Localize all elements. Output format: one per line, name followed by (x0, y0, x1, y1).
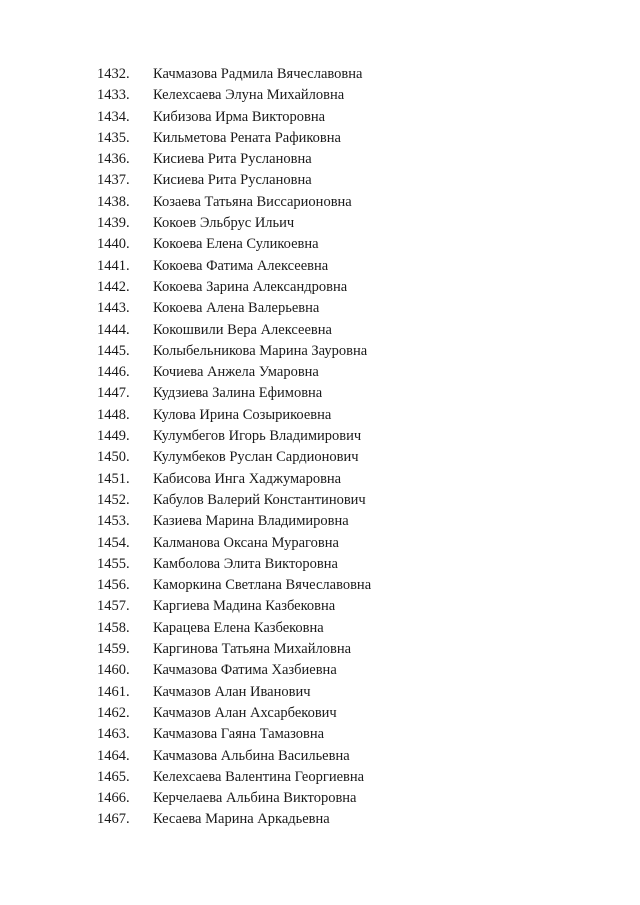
entry-number: 1441. (97, 257, 130, 274)
list-item (0, 767, 640, 788)
list-item (0, 746, 640, 767)
entry-number: 1435. (97, 129, 130, 146)
entry-number: 1443. (97, 300, 130, 317)
entry-name: Кисиева Рита Руслановна (153, 172, 312, 189)
list-item (0, 447, 640, 468)
entry-number: 1458. (97, 619, 130, 636)
entry-number: 1449. (97, 428, 130, 445)
list-item (0, 724, 640, 745)
list-item (0, 192, 640, 213)
list-item (0, 213, 640, 234)
entry-number: 1451. (97, 470, 130, 487)
entry-name: Колыбельникова Марина Зауровна (153, 342, 368, 359)
entry-number: 1434. (97, 108, 130, 125)
entry-name: Карацева Елена Казбековна (153, 619, 324, 636)
entry-number: 1442. (97, 278, 130, 295)
list-item (0, 383, 640, 404)
entry-name: Калманова Оксана Мураговна (153, 534, 339, 551)
name-list (0, 64, 640, 831)
entry-number: 1446. (97, 364, 130, 381)
list-item (0, 320, 640, 341)
entry-name: Кокоев Эльбрус Ильич (153, 215, 295, 232)
entry-name: Кесаева Марина Аркадьевна (153, 811, 330, 828)
entry-number: 1466. (97, 790, 130, 807)
list-item (0, 809, 640, 830)
entry-number: 1460. (97, 662, 130, 679)
entry-number: 1463. (97, 726, 130, 743)
list-item (0, 554, 640, 575)
list-item (0, 490, 640, 511)
entry-name: Кокоева Елена Суликоевна (153, 236, 319, 253)
list-item (0, 660, 640, 681)
entry-number: 1453. (97, 513, 130, 530)
entry-number: 1432. (97, 66, 130, 82)
entry-number: 1437. (97, 172, 130, 189)
entry-name: Кильметова Рената Рафиковна (153, 129, 341, 146)
entry-name: Каргинова Татьяна Михайловна (153, 641, 352, 658)
list-item (0, 128, 640, 149)
entry-name: Качмазова Радмила Вячеславовна (153, 66, 363, 82)
entry-name: Каргиева Мадина Казбековна (153, 598, 336, 615)
entry-name: Кабулов Валерий Константинович (153, 491, 366, 508)
list-item (0, 362, 640, 383)
entry-name: Кокоева Фатима Алексеевна (153, 257, 329, 274)
entry-number: 1464. (97, 747, 130, 764)
entry-number: 1433. (97, 87, 130, 104)
entry-name: Качмазов Алан Ахсарбекович (153, 704, 337, 721)
list-item (0, 256, 640, 277)
list-item (0, 405, 640, 426)
entry-name: Качмазова Гаяна Тамазовна (153, 726, 325, 743)
list-item (0, 533, 640, 554)
entry-name: Козаева Татьяна Виссарионовна (153, 193, 352, 210)
entry-name: Кокоева Зарина Александровна (153, 278, 348, 295)
list-item (0, 341, 640, 362)
list-item (0, 575, 640, 596)
entry-number: 1444. (97, 321, 130, 338)
entry-name: Качмазова Фатима Хазбиевна (153, 662, 337, 679)
entry-number: 1452. (97, 491, 130, 508)
list-item (0, 85, 640, 106)
list-item (0, 469, 640, 490)
list-item (0, 788, 640, 809)
entry-name: Кочиева Анжела Умаровна (153, 364, 319, 381)
entry-name: Келехсаева Элуна Михайловна (153, 87, 345, 104)
list-item (0, 277, 640, 298)
list-item (0, 149, 640, 170)
entry-name: Качмазов Алан Иванович (153, 683, 311, 700)
list-item (0, 511, 640, 532)
entry-number: 1454. (97, 534, 130, 551)
entry-name: Каморкина Светлана Вячеславовна (153, 577, 372, 594)
entry-name: Келехсаева Валентина Георгиевна (153, 768, 365, 785)
entry-number: 1439. (97, 215, 130, 232)
entry-number: 1438. (97, 193, 130, 210)
entry-number: 1461. (97, 683, 130, 700)
entry-number: 1459. (97, 641, 130, 658)
list-item (0, 703, 640, 724)
entry-name: Качмазова Альбина Васильевна (153, 747, 350, 764)
list-item (0, 107, 640, 128)
list-item (0, 426, 640, 447)
entry-name: Казиева Марина Владимировна (153, 513, 349, 530)
entry-number: 1462. (97, 704, 130, 721)
entry-name: Кокошвили Вера Алексеевна (153, 321, 332, 338)
list-item (0, 234, 640, 255)
list-item (0, 639, 640, 660)
entry-number: 1457. (97, 598, 130, 615)
entry-name: Кулова Ирина Созырикоевна (153, 406, 332, 423)
entry-number: 1440. (97, 236, 130, 253)
list-item (0, 596, 640, 617)
list-item (0, 682, 640, 703)
list-item (0, 170, 640, 191)
entry-number: 1450. (97, 449, 130, 466)
entry-name: Кудзиева Залина Ефимовна (153, 385, 323, 402)
list-item (0, 298, 640, 319)
entry-number: 1445. (97, 342, 130, 359)
entry-number: 1436. (97, 151, 130, 168)
entry-name: Керчелаева Альбина Викторовна (153, 790, 357, 807)
entry-name: Кулумбеков Руслан Сардионович (153, 449, 359, 466)
entry-number: 1447. (97, 385, 130, 402)
entry-name: Кабисова Инга Хаджумаровна (153, 470, 342, 487)
list-item (0, 64, 640, 85)
entry-number: 1456. (97, 577, 130, 594)
entry-number: 1467. (97, 811, 130, 828)
entry-name: Кокоева Алена Валерьевна (153, 300, 320, 317)
entry-name: Камболова Элита Викторовна (153, 555, 338, 572)
entry-number: 1455. (97, 555, 130, 572)
entry-name: Кулумбегов Игорь Владимирович (153, 428, 362, 445)
list-item (0, 618, 640, 639)
entry-number: 1448. (97, 406, 130, 423)
entry-number: 1465. (97, 768, 130, 785)
entry-name: Кибизова Ирма Викторовна (153, 108, 326, 125)
entry-name: Кисиева Рита Руслановна (153, 151, 312, 168)
